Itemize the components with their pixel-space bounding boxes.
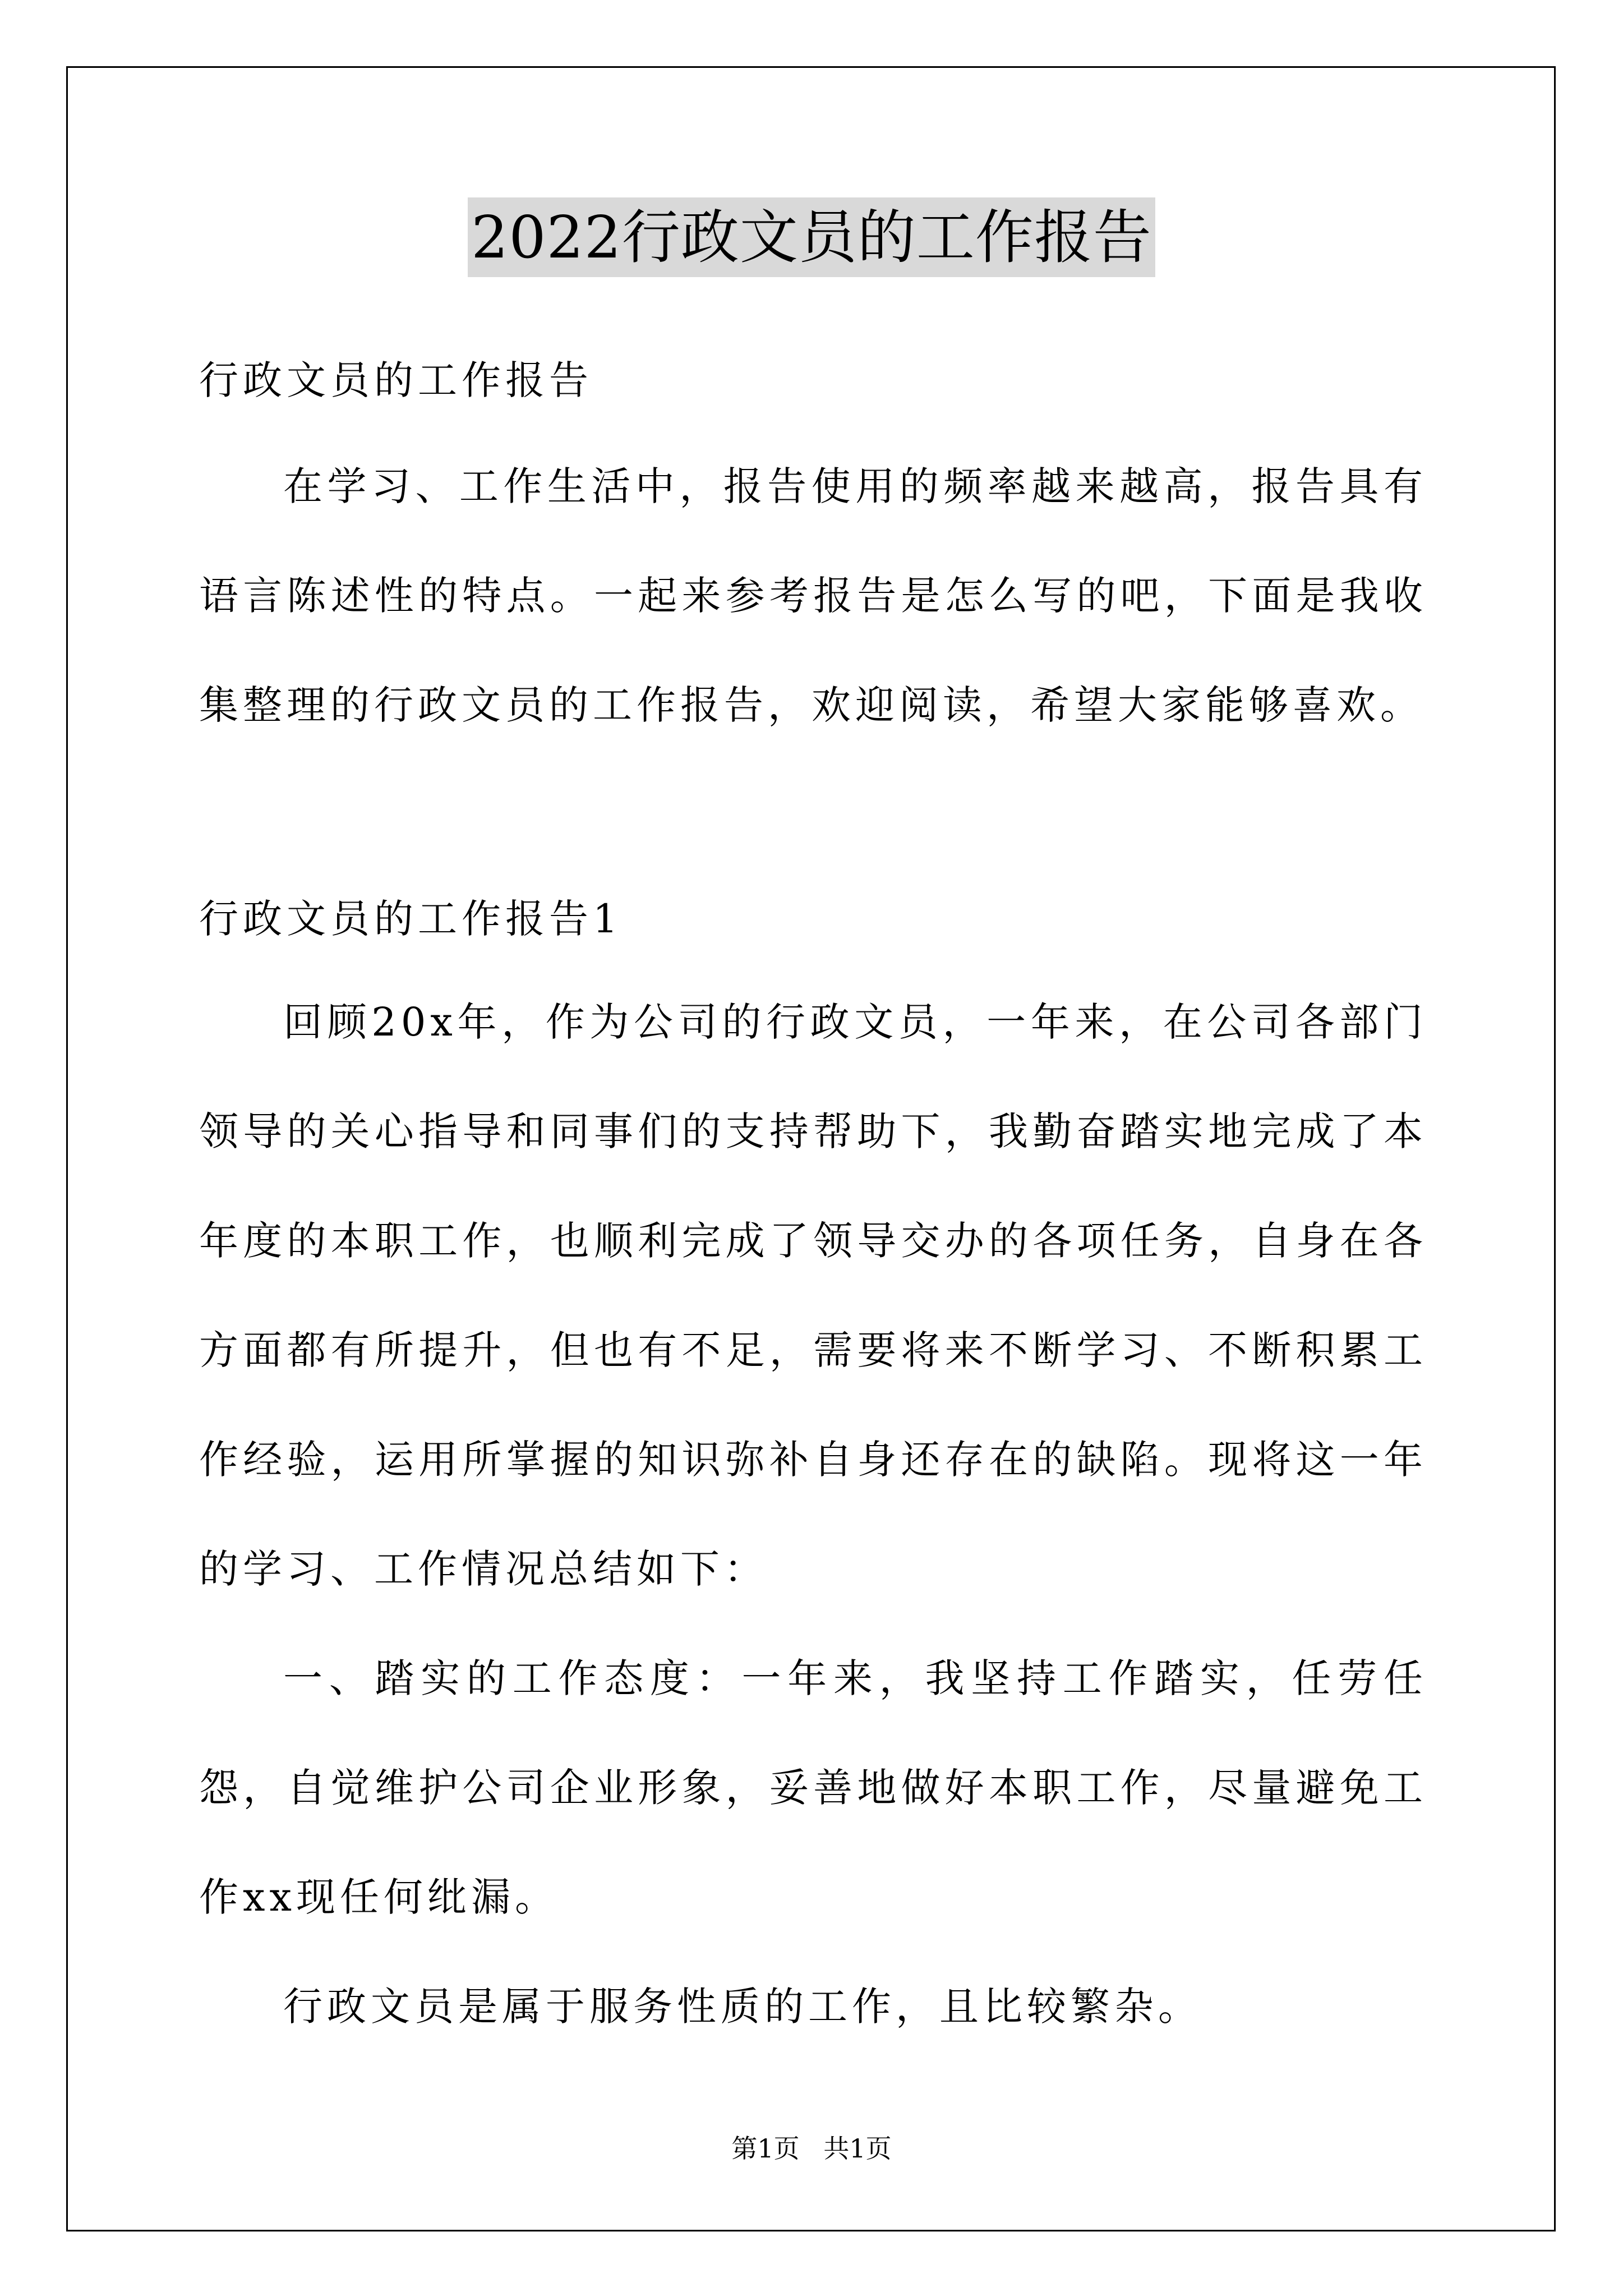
body-paragraph-2: 一、踏实的工作态度：一年来，我坚持工作踏实，任劳任怨，自觉维护公司企业形象，妥善地做好本职工作，尽量避免工作xx现任何纰漏。	[199, 1655, 1427, 1920]
page-number-total: 共1页	[823, 2133, 892, 2164]
body-paragraph-3: 行政文员是属于服务性质的工作，且比较繁杂。	[283, 1984, 1202, 2030]
page-footer	[0, 2132, 1623, 2165]
section-heading: 行政文员的工作报告1	[199, 896, 623, 942]
title-wrap	[0, 197, 1623, 277]
document-subtitle: 行政文员的工作报告	[199, 357, 593, 403]
document-title: 2022行政文员的工作报告	[468, 197, 1155, 277]
page-number-current: 第1页	[731, 2133, 800, 2164]
body-paragraph-1: 回顾20x年，作为公司的行政文员，一年来，在公司各部门领导的关心指导和同事们的支持帮助下，我勤奋踏实地完成了本年度的本职工作，也顺利完成了领导交办的各项任务，自身在各方面都有所提升，但也有不足，需要将来不断学习、不断积累工作经验，运用所掌握的知识弥补自身还存在的缺陷。现将这一年的学习、工作情况总结如下：	[199, 999, 1427, 1592]
intro-paragraph: 在学习、工作生活中，报告使用的频率越来越高，报告具有语言陈述性的特点。一起来参考报告是怎么写的吧，下面是我收集整理的行政文员的工作报告，欢迎阅读，希望大家能够喜欢。	[199, 463, 1427, 728]
